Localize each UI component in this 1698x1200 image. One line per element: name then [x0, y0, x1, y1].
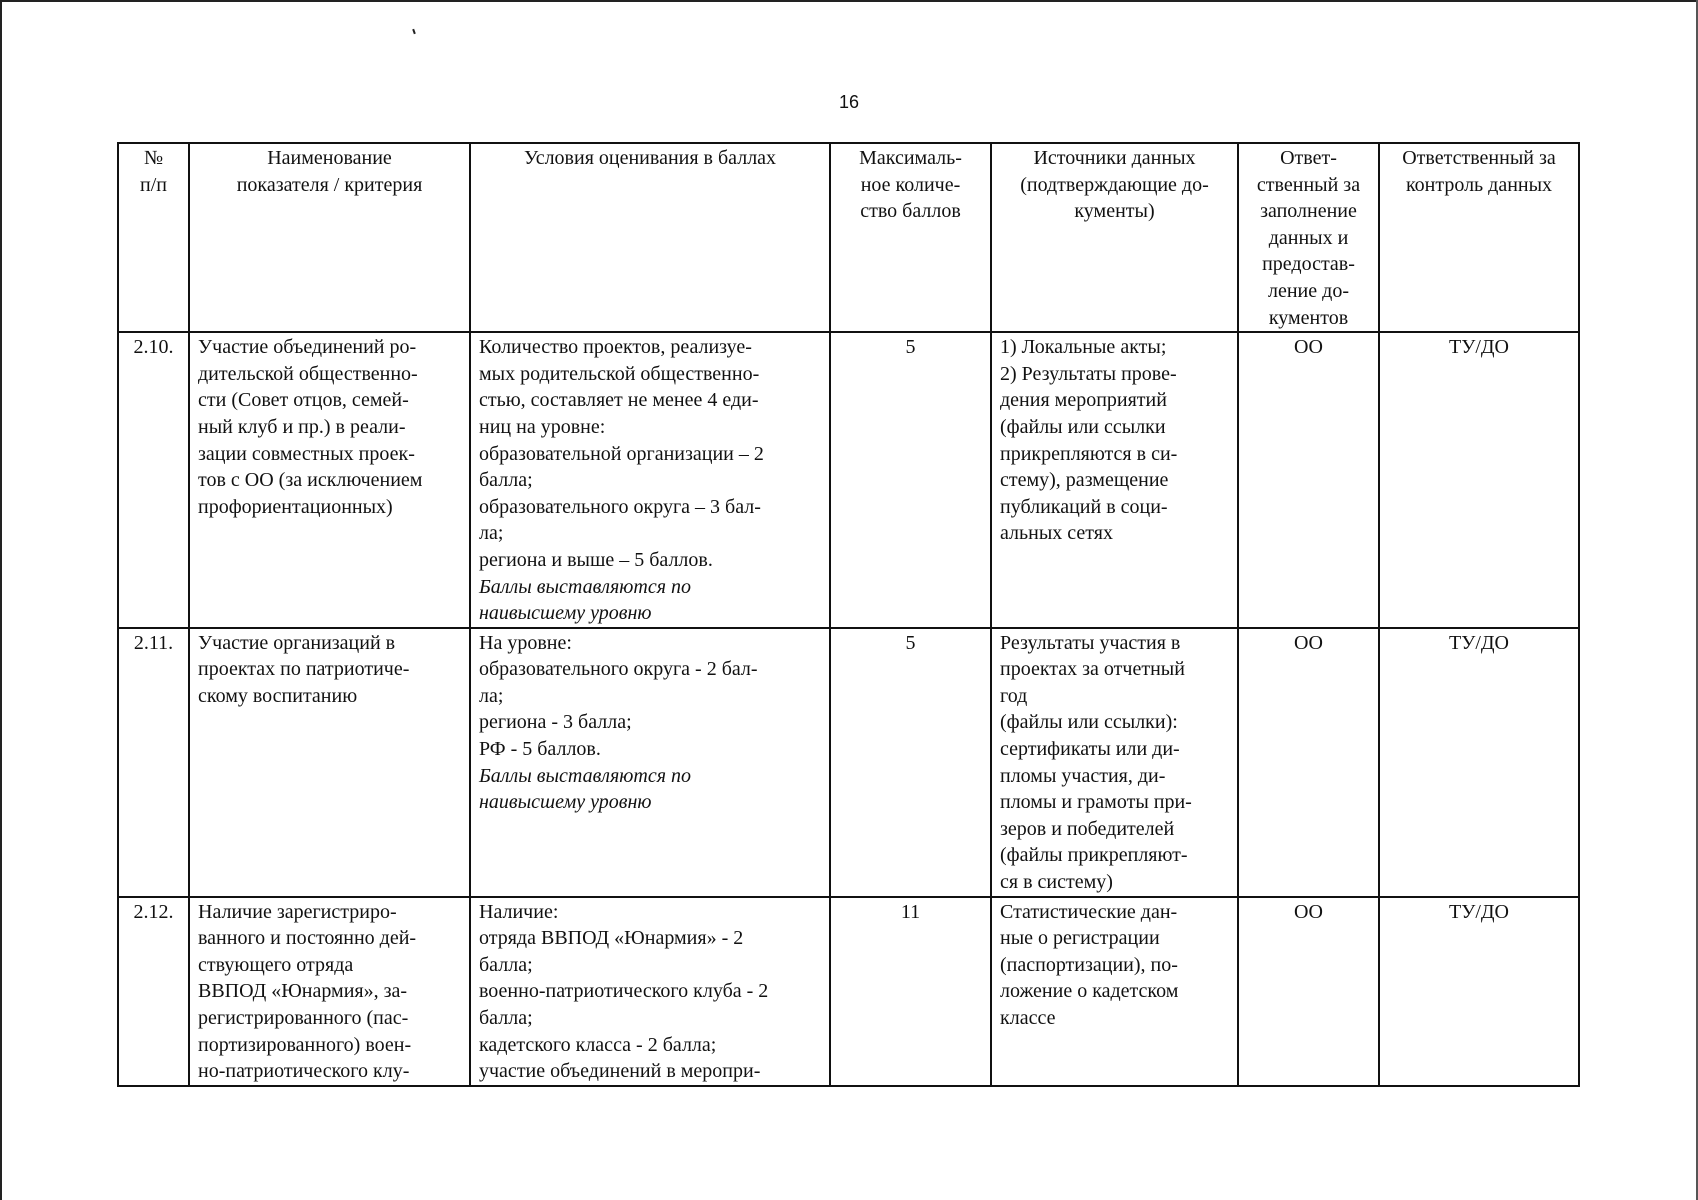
- header-line: кументы): [1074, 200, 1155, 223]
- text-line: год: [1000, 684, 1028, 707]
- text-line: сертификаты или ди-: [1000, 738, 1180, 761]
- text-line: образовательного округа - 2 бал-: [479, 658, 758, 681]
- criterion-name: [189, 332, 470, 628]
- text-line: На уровне:: [479, 631, 572, 654]
- text-line: альных сетях: [1000, 522, 1113, 545]
- header-line: ство баллов: [860, 200, 961, 223]
- text-line: Участие организаций в: [198, 631, 396, 654]
- header-line: предостав-: [1262, 253, 1355, 276]
- scan-edge-top: [0, 0, 1698, 2]
- header-line: ное количе-: [860, 173, 961, 196]
- text-line: образовательного округа – 3 бал-: [479, 495, 761, 518]
- italic-note: наивысшему уровню: [479, 602, 652, 625]
- max-points: 11: [830, 897, 991, 1086]
- text-line: балла;: [479, 469, 533, 492]
- responsible-filling: ОО: [1238, 332, 1379, 628]
- text-line: но-патриотического клу-: [198, 1060, 410, 1083]
- text-line: 2) Результаты прове-: [1000, 362, 1177, 385]
- italic-note: Баллы выставляются по: [479, 764, 691, 787]
- text-line: ложение о кадетском: [1000, 980, 1179, 1003]
- text-line: зеров и победителей: [1000, 817, 1175, 840]
- text-line: (файлы прикрепляют-: [1000, 844, 1188, 867]
- text-line: мых родительской общественно-: [479, 362, 760, 385]
- italic-note: Баллы выставляются по: [479, 575, 691, 598]
- text-line: тов с ОО (за исключением: [198, 469, 423, 492]
- data-sources: [991, 897, 1238, 1086]
- responsible-filling: ОО: [1238, 897, 1379, 1086]
- header-control: [1379, 143, 1579, 332]
- header-line: Ответственный за: [1402, 147, 1556, 169]
- text-line: публикаций в соци-: [1000, 495, 1168, 518]
- header-line: данных и: [1268, 226, 1349, 249]
- text-line: проектах за отчетный: [1000, 658, 1185, 681]
- text-line: ВВПОД «Юнармия», за-: [198, 980, 408, 1003]
- responsible-filling: ОО: [1238, 628, 1379, 897]
- text-line: (файлы или ссылки):: [1000, 711, 1178, 734]
- text-line: участие объединений в меропри-: [479, 1060, 761, 1083]
- text-line: регистрированного (пас-: [198, 1007, 409, 1029]
- table-row: [118, 628, 1579, 897]
- header-line: кументов: [1268, 306, 1349, 329]
- text-line: Участие объединений ро-: [198, 336, 417, 359]
- text-line: региона и выше – 5 баллов.: [479, 548, 713, 571]
- text-line: стью, составляет не менее 4 еди-: [479, 389, 759, 412]
- header-line: ление до-: [1268, 279, 1349, 302]
- text-line: ванного и постоянно дей-: [198, 927, 417, 950]
- data-sources: [991, 628, 1238, 897]
- header-line: заполнение: [1260, 200, 1357, 223]
- text-line: Статистические дан-: [1000, 900, 1178, 923]
- text-line: пломы и грамоты при-: [1000, 791, 1192, 814]
- header-line: контроль данных: [1405, 173, 1553, 196]
- text-line: 1) Локальные акты;: [1000, 336, 1167, 359]
- text-line: Результаты участия в: [1000, 631, 1181, 654]
- row-number: 2.11.: [118, 628, 189, 897]
- table-header-row: [118, 143, 1579, 332]
- text-line: Наличие:: [479, 900, 559, 923]
- evaluation-conditions: [470, 332, 830, 628]
- text-line: балла;: [479, 1007, 533, 1029]
- text-line: (файлы или ссылки: [1000, 415, 1166, 438]
- table-row: [118, 897, 1579, 1086]
- text-line: сти (Совет отцов, семей-: [198, 389, 409, 412]
- header-sources: [991, 143, 1238, 332]
- criterion-name: [189, 897, 470, 1086]
- text-line: балла;: [479, 953, 533, 976]
- row-number: 2.12.: [118, 897, 189, 1086]
- text-line: кадетского класса - 2 балла;: [479, 1033, 717, 1056]
- header-line: №: [143, 147, 164, 169]
- header-line: Условия оценивания в баллах: [523, 147, 777, 169]
- text-line: ся в систему): [1000, 871, 1113, 894]
- text-line: стему), размещение: [1000, 469, 1169, 492]
- text-line: проектах по патриотиче-: [198, 658, 410, 681]
- header-conditions: [470, 143, 830, 332]
- text-line: ный клуб и пр.) в реали-: [198, 415, 406, 438]
- text-line: региона - 3 балла;: [479, 711, 632, 734]
- scan-edge-left: [0, 0, 2, 1200]
- max-points: 5: [830, 332, 991, 628]
- scan-speck: [412, 29, 416, 34]
- text-line: ла;: [479, 522, 504, 545]
- text-line: (паспортизации), по-: [1000, 953, 1178, 976]
- evaluation-conditions: [470, 628, 830, 897]
- text-line: классе: [1000, 1007, 1056, 1029]
- text-line: РФ - 5 баллов.: [479, 738, 601, 761]
- text-line: портизированного) воен-: [198, 1033, 412, 1056]
- text-line: Количество проектов, реализуе-: [479, 336, 752, 359]
- table-row: [118, 332, 1579, 628]
- header-name: [189, 143, 470, 332]
- header-max-points: [830, 143, 991, 332]
- header-responsible: [1238, 143, 1379, 332]
- text-line: образовательной организации – 2: [479, 442, 764, 465]
- data-sources: [991, 332, 1238, 628]
- evaluation-conditions: [470, 897, 830, 1086]
- header-line: Наименование: [267, 147, 392, 169]
- italic-note: наивысшему уровню: [479, 791, 652, 814]
- header-num: [118, 143, 189, 332]
- text-line: пломы участия, ди-: [1000, 764, 1166, 787]
- text-line: дения мероприятий: [1000, 389, 1167, 412]
- header-line: Ответ-: [1280, 147, 1337, 169]
- text-line: скому воспитанию: [198, 684, 358, 707]
- page-number: 16: [838, 92, 860, 112]
- criteria-table: [117, 142, 1580, 1087]
- responsible-control: ТУ/ДО: [1379, 628, 1579, 897]
- header-line: показателя / критерия: [236, 173, 423, 196]
- header-line: Максималь-: [859, 147, 962, 169]
- header-line: п/п: [140, 173, 167, 196]
- header-line: ственный за: [1256, 173, 1361, 196]
- responsible-control: ТУ/ДО: [1379, 332, 1579, 628]
- text-line: ниц на уровне:: [479, 415, 606, 438]
- text-line: военно-патриотического клуба - 2: [479, 980, 769, 1003]
- text-line: зации совместных проек-: [198, 442, 415, 465]
- criterion-name: [189, 628, 470, 897]
- text-line: прикрепляются в си-: [1000, 442, 1178, 465]
- text-line: ные о регистрации: [1000, 927, 1160, 950]
- row-number: 2.10.: [118, 332, 189, 628]
- text-line: профориентационных): [198, 495, 393, 518]
- text-line: дительской общественно-: [198, 362, 418, 385]
- responsible-control: ТУ/ДО: [1379, 897, 1579, 1086]
- text-line: Наличие зарегистриро-: [198, 900, 397, 923]
- text-line: ствующего отряда: [198, 953, 354, 976]
- max-points: 5: [830, 628, 991, 897]
- header-line: (подтверждающие до-: [1020, 173, 1209, 196]
- text-line: отряда ВВПОД «Юнармия» - 2: [479, 927, 744, 950]
- text-line: ла;: [479, 684, 504, 707]
- header-line: Источники данных: [1033, 147, 1196, 169]
